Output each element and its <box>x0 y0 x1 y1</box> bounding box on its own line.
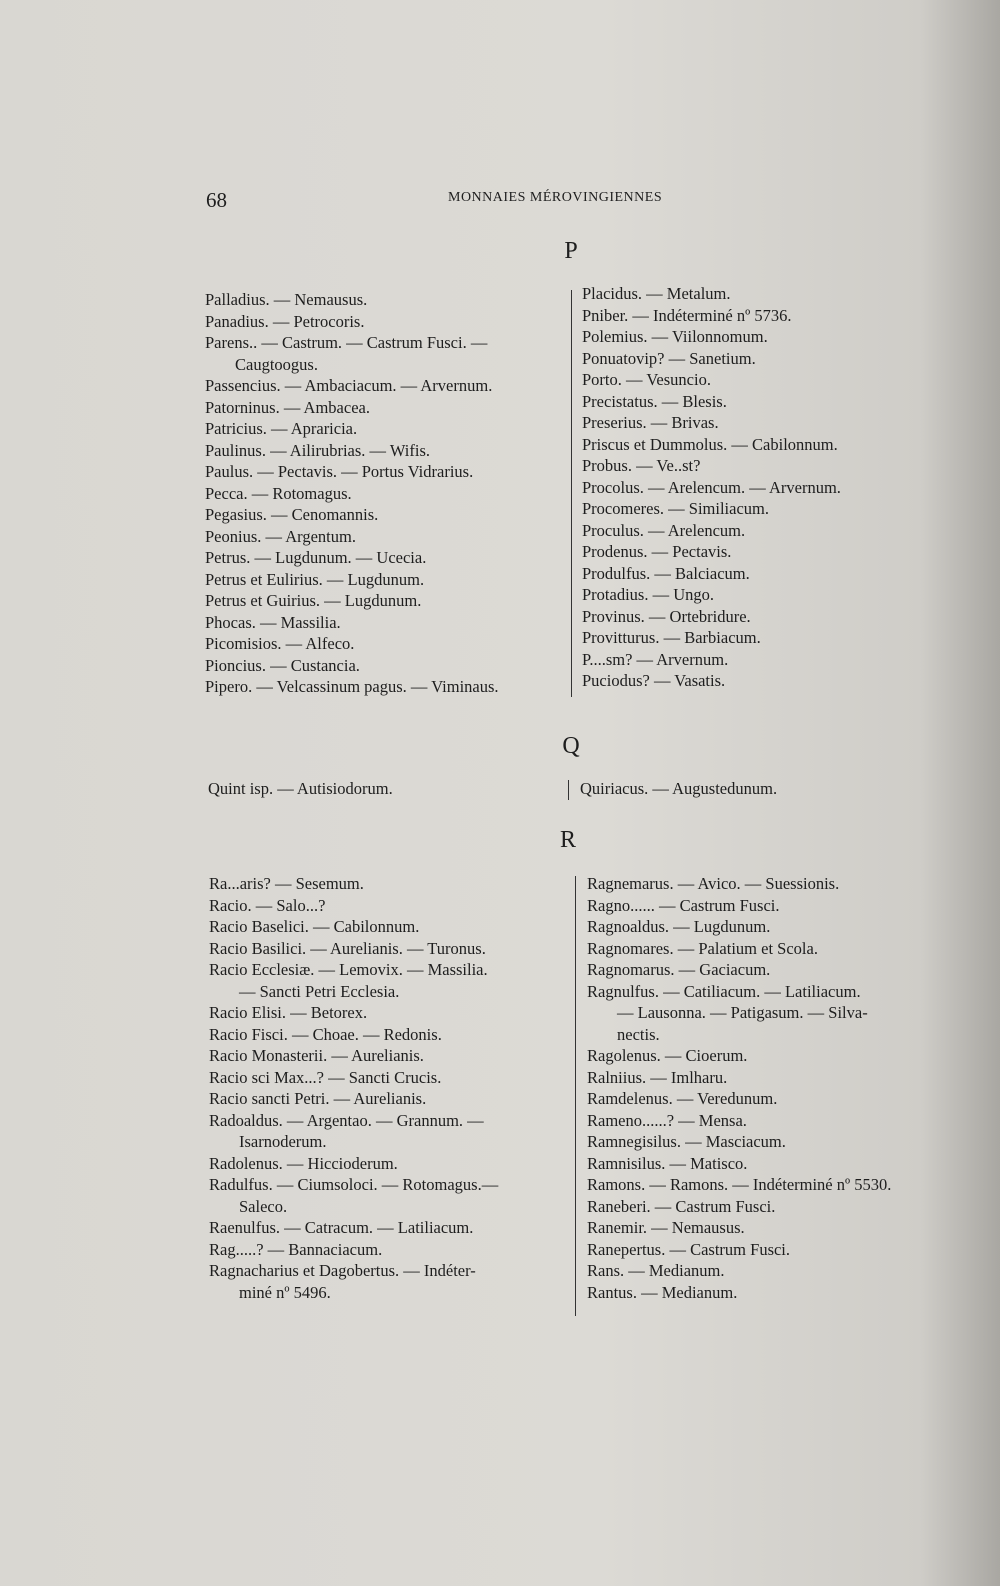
index-entry <box>209 1239 498 1261</box>
entry-line: Ramons. — Ramons. — Indéterminé nº 5530. <box>587 1175 892 1194</box>
entry-line: Provitturus. — Barbiacum. <box>582 628 761 647</box>
entry-line: Parens.. — Castrum. — Castrum Fusci. — <box>205 333 488 352</box>
entry-line: Ragnomares. — Palatium et Scola. <box>587 938 818 958</box>
entry-line: Ragnacharius et Dagobertus. — Indéter- <box>209 1261 476 1280</box>
entry-line: Ragolenus. — Cioerum. <box>587 1046 748 1065</box>
index-entry <box>587 1196 891 1218</box>
index-entry <box>582 477 841 499</box>
entry-line: Ranemir. — Nemausus. <box>587 1218 745 1237</box>
entry-line: Passencius. — Ambaciacum. — Arvernum. <box>205 376 493 395</box>
entry-continuation: — Sancti Petri Ecclesia. <box>239 981 400 1001</box>
section-p-right-column <box>582 283 841 692</box>
entry-line: Racio Basilici. — Aurelianis. — Turonus. <box>209 938 486 958</box>
column-divider <box>575 876 576 1316</box>
index-entry <box>205 375 499 397</box>
entry-line: Paulus. — Pectavis. — Portus Vidrarius. <box>205 462 474 481</box>
index-entry <box>582 670 841 692</box>
index-entry <box>205 440 499 462</box>
entry-line: Proculus. — Arelencum. <box>582 520 746 540</box>
entry-line: Radoaldus. — Argentao. — Grannum. — <box>209 1110 484 1130</box>
section-r-right-column <box>587 873 891 1303</box>
entry-line: Racio Baselici. — Cabilonnum. <box>209 917 420 936</box>
index-entry <box>208 778 393 800</box>
index-entry <box>209 916 498 938</box>
entry-line: Raneberi. — Castrum Fusci. <box>587 1196 776 1216</box>
index-entry <box>205 332 499 375</box>
section-p-left-column <box>205 289 499 698</box>
entry-line: Petrus et Guirius. — Lugdunum. <box>205 591 422 610</box>
index-entry <box>587 895 891 917</box>
entry-line: Ragnomarus. — Gaciacum. <box>587 960 771 979</box>
entry-line: Ponuatovip? — Sanetium. <box>582 348 756 368</box>
index-entry <box>209 1024 498 1046</box>
entry-line: Radulfus. — Ciumsoloci. — Rotomagus.— <box>209 1175 499 1194</box>
index-entry <box>582 563 841 585</box>
index-entry <box>587 1282 891 1304</box>
column-divider <box>571 290 572 697</box>
index-entry <box>587 981 891 1046</box>
index-entry <box>582 455 841 477</box>
index-entry <box>587 1067 891 1089</box>
index-entry <box>582 498 841 520</box>
index-entry <box>582 412 841 434</box>
entry-line: Petrus et Eulirius. — Lugdunum. <box>205 569 425 589</box>
entry-line: Paulinus. — Ailirubrias. — Wifis. <box>205 440 430 460</box>
entry-continuation: miné nº 5496. <box>239 1282 331 1302</box>
page-number: 68 <box>206 188 227 212</box>
index-entry <box>205 633 499 655</box>
entry-line: Ranepertus. — Castrum Fusci. <box>587 1239 791 1259</box>
index-entry <box>587 873 891 895</box>
section-letter-r: R <box>559 827 576 853</box>
entry-line: Picomisios. — Alfeco. <box>205 634 355 653</box>
index-entry <box>582 627 841 649</box>
entry-line: Petrus. — Lugdunum. — Ucecia. <box>205 548 427 567</box>
entry-line: Ramdelenus. — Veredunum. <box>587 1089 778 1108</box>
entry-line: Racio Monasterii. — Aurelianis. <box>209 1046 424 1065</box>
index-entry <box>587 1239 891 1261</box>
index-entry <box>209 938 498 960</box>
index-entry <box>209 1045 498 1067</box>
index-entry <box>587 1045 891 1067</box>
entry-line: Pniber. — Indéterminé nº 5736. <box>582 305 792 325</box>
entry-line: Porto. — Vesuncio. <box>582 370 711 389</box>
entry-line: Precistatus. — Blesis. <box>582 391 727 411</box>
entry-line: Ramnisilus. — Matisco. <box>587 1153 748 1173</box>
index-entry <box>205 655 499 677</box>
entry-line: Provinus. — Ortebridure. <box>582 606 751 626</box>
entry-continuation: — Lausonna. — Patigasum. — Silva- <box>617 1003 868 1022</box>
entry-line: Palladius. — Nemausus. <box>205 290 368 309</box>
index-entry <box>209 873 498 895</box>
entry-line: Ra...aris? — Sesemum. <box>209 874 364 893</box>
index-entry <box>587 1260 891 1282</box>
index-entry <box>587 1131 891 1153</box>
index-entry <box>582 584 841 606</box>
index-entry <box>587 938 891 960</box>
entry-line: Probus. — Ve..st? <box>582 456 701 475</box>
entry-line: Pioncius. — Custancia. <box>205 655 360 675</box>
entry-line: Racio sci Max...? — Sancti Crucis. <box>209 1067 442 1087</box>
index-entry <box>205 504 499 526</box>
index-entry <box>209 1153 498 1175</box>
entry-line: Raenulfus. — Catracum. — Latiliacum. <box>209 1218 474 1237</box>
index-entry <box>582 649 841 671</box>
section-q-left-column <box>208 778 393 800</box>
entry-line: Peonius. — Argentum. <box>205 526 356 546</box>
index-entry <box>205 547 499 569</box>
entry-line: Pecca. — Rotomagus. <box>205 483 352 503</box>
index-entry <box>205 526 499 548</box>
index-entry <box>209 1067 498 1089</box>
index-entry <box>582 520 841 542</box>
entry-line: Panadius. — Petrocoris. <box>205 311 365 331</box>
index-entry <box>587 1217 891 1239</box>
index-entry <box>580 778 777 800</box>
index-entry <box>205 569 499 591</box>
section-r-left-column <box>209 873 498 1303</box>
index-entry <box>209 1088 498 1110</box>
section-letter-q: Q <box>562 733 580 759</box>
entry-line: Racio Elisi. — Betorex. <box>209 1003 368 1022</box>
entry-line: Racio. — Salo...? <box>209 895 326 915</box>
index-entry <box>209 1174 498 1217</box>
index-entry <box>209 895 498 917</box>
entry-line: Prodenus. — Pectavis. <box>582 542 732 561</box>
entry-line: Rameno......? — Mensa. <box>587 1110 747 1130</box>
index-entry <box>587 959 891 981</box>
entry-line: Polemius. — Viilonnomum. <box>582 327 768 346</box>
entry-line: Rans. — Medianum. <box>587 1261 725 1280</box>
running-title: MONNAIES MÉROVINGIENNES <box>448 190 663 205</box>
entry-continuation: Saleco. <box>239 1196 288 1216</box>
entry-line: Procomeres. — Similiacum. <box>582 499 769 518</box>
entry-line: Ragnoaldus. — Lugdunum. <box>587 917 771 936</box>
index-entry <box>582 348 841 370</box>
entry-line: Protadius. — Ungo. <box>582 585 714 604</box>
index-entry <box>209 959 498 1002</box>
index-entry <box>205 483 499 505</box>
entry-line: Ragnemarus. — Avico. — Suessionis. <box>587 874 840 893</box>
entry-line: Racio Ecclesiæ. — Lemovix. — Massilia. <box>209 960 488 979</box>
index-entry <box>587 916 891 938</box>
index-entry <box>587 1174 891 1196</box>
entry-line: Pipero. — Velcassinum pagus. — Viminaus. <box>205 677 499 696</box>
entry-line: Ramnegisilus. — Masciacum. <box>587 1132 786 1151</box>
index-entry <box>209 1260 498 1303</box>
entry-line: Priscus et Dummolus. — Cabilonnum. <box>582 434 838 454</box>
entry-line: Quint isp. — Autisiodorum. <box>208 779 393 798</box>
column-divider <box>568 780 569 800</box>
entry-continuation: Caugtoogus. <box>235 354 318 374</box>
entry-line: Placidus. — Metalum. <box>582 284 731 303</box>
index-entry <box>205 461 499 483</box>
entry-continuation: Isarnoderum. <box>239 1132 327 1151</box>
section-letter-p: P <box>564 238 578 264</box>
index-entry <box>582 391 841 413</box>
index-entry <box>209 1002 498 1024</box>
section-q-right-column <box>580 778 777 800</box>
index-entry <box>205 590 499 612</box>
index-entry <box>205 676 499 698</box>
index-entry <box>205 612 499 634</box>
entry-line: Racio sancti Petri. — Aurelianis. <box>209 1089 427 1108</box>
entry-line: Rantus. — Medianum. <box>587 1282 738 1302</box>
index-entry <box>209 1217 498 1239</box>
entry-line: Ragnulfus. — Catiliacum. — Latiliacum. <box>587 981 861 1001</box>
entry-line: Produlfus. — Balciacum. <box>582 563 750 583</box>
entry-line: Patorninus. — Ambacea. <box>205 397 370 417</box>
entry-line: Racio Fisci. — Choae. — Redonis. <box>209 1024 442 1044</box>
entry-line: Rag.....? — Bannaciacum. <box>209 1239 383 1259</box>
entry-line: Quiriacus. — Augustedunum. <box>580 779 778 798</box>
index-entry <box>582 283 841 305</box>
index-entry <box>209 1110 498 1153</box>
index-entry <box>582 326 841 348</box>
entry-line: Phocas. — Massilia. <box>205 612 341 632</box>
index-entry <box>582 305 841 327</box>
entry-line: P....sm? — Arvernum. <box>582 649 729 669</box>
index-entry <box>205 311 499 333</box>
entry-line: Radolenus. — Hiccioderum. <box>209 1153 398 1173</box>
index-entry <box>582 369 841 391</box>
index-entry <box>582 606 841 628</box>
entry-line: Pegasius. — Cenomannis. <box>205 505 379 524</box>
index-entry <box>205 289 499 311</box>
entry-continuation: nectis. <box>617 1024 660 1044</box>
index-entry <box>582 434 841 456</box>
entry-line: Preserius. — Brivas. <box>582 413 719 432</box>
index-entry <box>587 1088 891 1110</box>
index-entry <box>582 541 841 563</box>
index-entry <box>587 1110 891 1132</box>
entry-line: Patricius. — Apraricia. <box>205 419 358 438</box>
index-entry <box>587 1153 891 1175</box>
entry-line: Ralniius. — Imlharu. <box>587 1067 728 1087</box>
entry-line: Ragno...... — Castrum Fusci. <box>587 895 780 915</box>
entry-line: Procolus. — Arelencum. — Arvernum. <box>582 477 841 497</box>
index-entry <box>205 418 499 440</box>
index-entry <box>205 397 499 419</box>
entry-line: Puciodus? — Vasatis. <box>582 671 726 690</box>
